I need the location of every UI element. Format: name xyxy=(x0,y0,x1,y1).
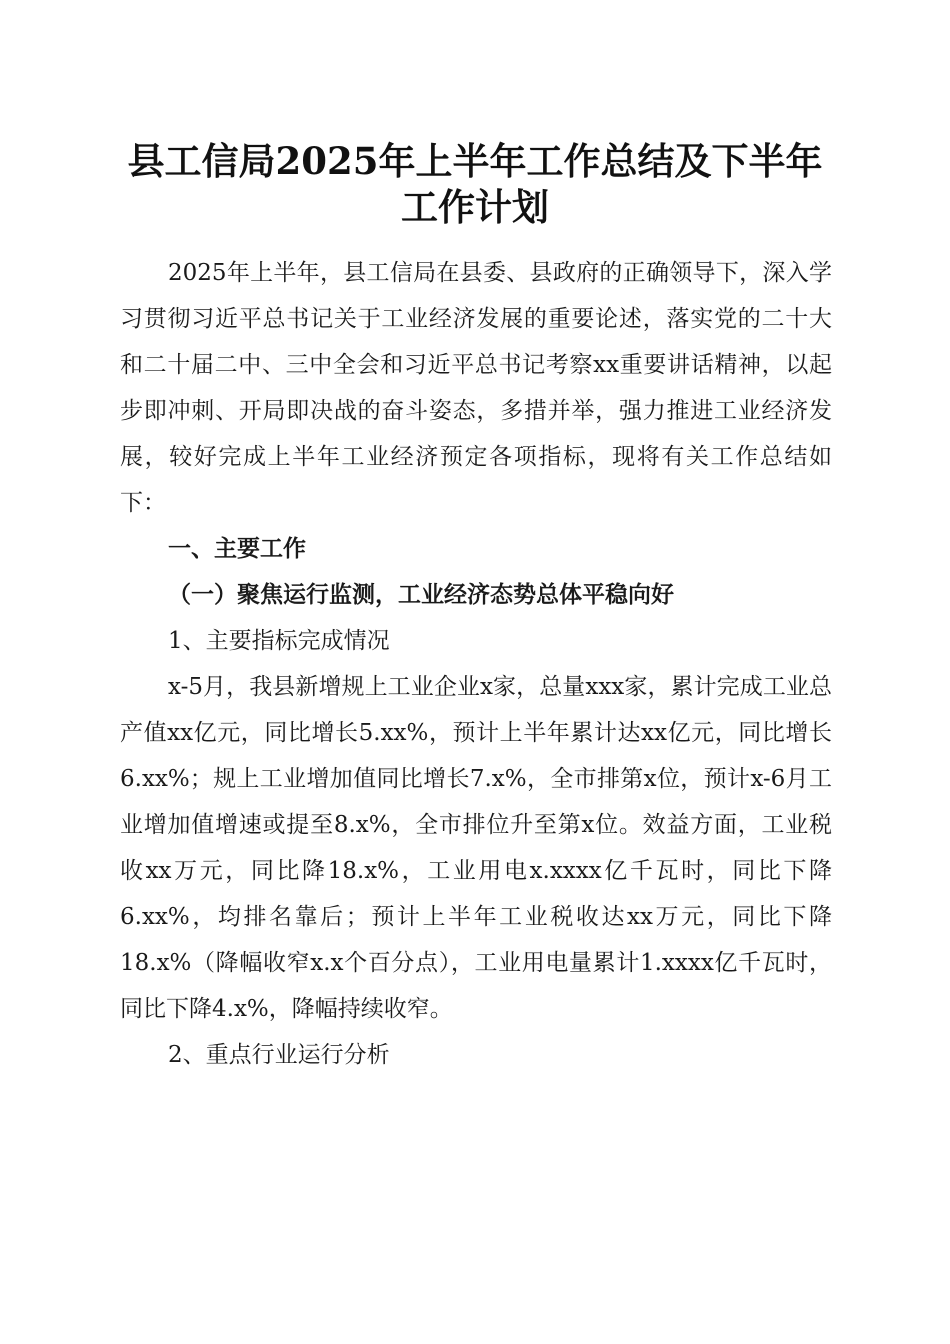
item-heading-indicators: 1、主要指标完成情况 xyxy=(168,628,390,654)
document-title: 县工信局2025年上半年工作总结及下半年工作计划 xyxy=(127,139,823,229)
subsection-heading-monitoring: （一）聚焦运行监测，工业经济态势总体平稳向好 xyxy=(168,581,674,608)
item-heading-industry-analysis: 2、重点行业运行分析 xyxy=(168,1042,390,1068)
document-body xyxy=(120,250,832,1078)
section-heading-main-work: 一、主要工作 xyxy=(168,536,306,562)
intro-paragraph: 2025年上半年，县工信局在县委、县政府的正确领导下，深入学习贯彻习近平总书记关于工业经济发展的重要论述，落实党的二十大和二十届二中、三中全会和习近平总书记考察xx重要讲话精神，以起步即冲刺、开局即决战的奋斗姿态，多措并举，强力推进工业经济发展，较好完成上半年工业经济预定各项指标，现将有关工作总结如下： xyxy=(120,260,832,516)
indicators-paragraph: x-5月，我县新增规上工业企业x家，总量xxx家，累计完成工业总产值xx亿元，同比增长5.xx%，预计上半年累计达xx亿元，同比增长6.xx%；规上工业增加值同比增长7.x%，全市排第x位，预计x-6月工业增加值增速或提至8.x%，全市排位升至第x位。效益方面，工业税收xx万元，同比降18.x%，工业用电x.xxxx亿千瓦时，同比下降6.xx%，均排名靠后；预计上半年工业税收达xx万元，同比下降18.x%（降幅收窄x.x个百分点），工业用电量累计1.xxxx亿千瓦时，同比下降4.x%，降幅持续收窄。 xyxy=(120,674,832,1022)
